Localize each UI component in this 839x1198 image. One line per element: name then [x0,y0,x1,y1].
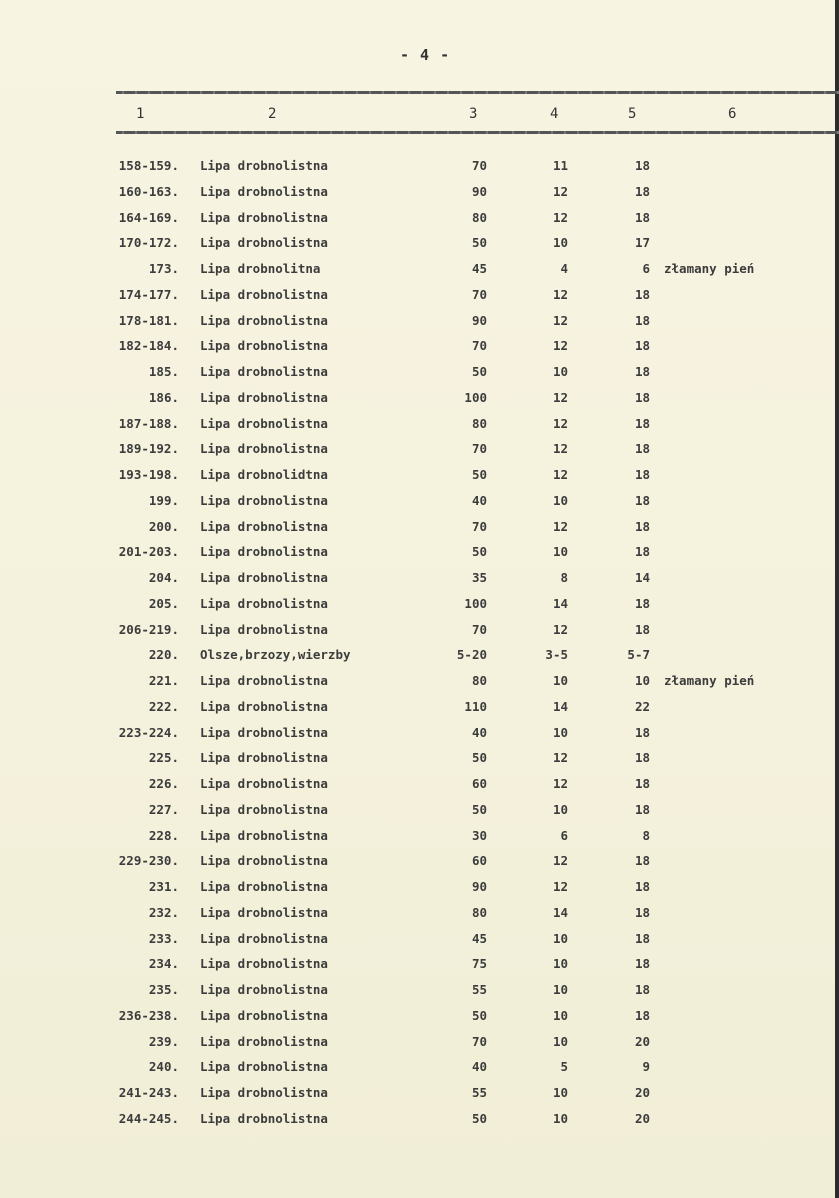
species-name: Lipa drobnolistna [200,801,328,817]
column-3-value: 50 [471,1110,487,1126]
column-4-value: 6 [560,827,568,843]
remark: złamany pień [664,261,755,276]
column-5-value: 18 [634,801,650,817]
column-4-value: 12 [552,776,568,791]
column-5-value: 22 [634,698,650,714]
species-name: Lipa drobnolitna [200,261,321,276]
column-3-value: 100 [464,595,487,611]
remark: złamany pień [664,673,755,688]
column-3-value: 45 [471,261,487,276]
species-name: Lipa drobnolistna [200,930,328,946]
tree-number: 236-238. [118,1007,179,1023]
column-4-value: 12 [552,853,568,869]
column-3-value: 80 [471,673,487,688]
column-5-value: 18 [634,724,650,740]
column-5-value: 18 [634,158,650,173]
column-5-value: 18 [634,982,650,997]
column-4-value: 12 [552,338,568,354]
species-name: Lipa drobnolistna [200,286,328,302]
table-row [0,982,839,1008]
tree-number: 182-184. [118,338,179,354]
table-row [0,441,839,467]
column-4-value: 10 [552,982,568,997]
tree-number: 185. [148,364,179,379]
column-header-6: 6 [728,106,737,122]
column-3-value: 90 [471,312,487,328]
column-5-value: 18 [634,621,650,637]
tree-number: 228. [148,827,179,843]
column-3-value: 70 [471,1033,487,1049]
column-4-value: 12 [552,750,568,766]
column-5-value: 8 [642,827,650,843]
table-row [0,467,839,493]
species-name: Lipa drobnolistna [200,827,328,843]
column-5-value: 18 [634,1007,650,1023]
tree-number: 164-169. [118,209,179,225]
species-name: Lipa drobnolidtna [200,467,328,482]
column-4-value: 14 [552,904,568,920]
tree-number: 189-192. [118,441,179,457]
tree-number: 221. [148,673,179,688]
column-4-value: 10 [552,1085,568,1100]
table-row [0,390,839,416]
column-3-value: 110 [464,698,487,714]
column-5-value: 17 [634,235,650,251]
tree-number: 223-224. [118,724,179,740]
column-3-value: 70 [471,441,487,457]
column-5-value: 18 [634,544,650,560]
species-name: Lipa drobnolistna [200,441,328,457]
table-row [0,1059,839,1085]
column-3-value: 60 [471,853,487,869]
tree-number: 187-188. [118,415,179,431]
species-name: Lipa drobnolistna [200,750,328,766]
page-number: - 4 - [400,46,451,64]
column-5-value: 18 [634,467,650,482]
column-5-value: 18 [634,338,650,354]
column-4-value: 12 [552,415,568,431]
table-row [0,493,839,519]
column-3-value: 50 [471,364,487,379]
column-4-value: 8 [560,570,568,585]
column-4-value: 10 [552,235,568,251]
tree-number: 201-203. [118,544,179,560]
column-4-value: 3-5 [545,647,568,663]
column-5-value: 18 [634,853,650,869]
column-header-1: 1 [136,106,145,122]
column-5-value: 6 [642,261,650,276]
table-row [0,235,839,261]
column-3-value: 80 [471,209,487,225]
species-name: Lipa drobnolistna [200,364,328,379]
column-3-value: 50 [471,467,487,482]
table-row [0,931,839,957]
tree-number: 173. [148,261,179,276]
tree-number: 232. [148,904,179,920]
species-name: Lipa drobnolistna [200,595,328,611]
column-3-value: 70 [471,286,487,302]
column-4-value: 11 [552,158,568,173]
table-row [0,1085,839,1111]
species-name: Olsze,brzozy,wierzby [200,647,351,663]
tree-number: 170-172. [118,235,179,251]
species-name: Lipa drobnolistna [200,209,328,225]
tree-number: 226. [148,776,179,791]
table-row [0,879,839,905]
column-5-value: 14 [634,570,650,585]
column-4-value: 10 [552,1007,568,1023]
table-row [0,853,839,879]
table-row [0,287,839,313]
column-3-value: 55 [471,982,487,997]
tree-number: 244-245. [118,1110,179,1126]
species-name: Lipa drobnolistna [200,982,328,997]
species-name: Lipa drobnolistna [200,338,328,354]
column-3-value: 40 [471,492,487,508]
column-5-value: 18 [634,930,650,946]
table-row [0,364,839,390]
species-name: Lipa drobnolistna [200,235,328,251]
column-3-value: 50 [471,235,487,251]
column-4-value: 10 [552,801,568,817]
tree-number: 205. [148,595,179,611]
tree-number: 193-198. [118,467,179,482]
column-3-value: 40 [471,724,487,740]
tree-number: 229-230. [118,853,179,869]
column-4-value: 5 [560,1059,568,1075]
species-name: Lipa drobnolistna [200,879,328,894]
column-4-value: 10 [552,1110,568,1126]
column-3-value: 75 [471,956,487,972]
table-row [0,750,839,776]
column-header-4: 4 [550,106,559,122]
table-row [0,261,839,287]
column-4-value: 10 [552,492,568,508]
species-name: Lipa drobnolistna [200,518,328,534]
species-name: Lipa drobnolistna [200,956,328,972]
table-row [0,905,839,931]
species-name: Lipa drobnolistna [200,570,328,585]
column-header-3: 3 [469,106,478,122]
column-5-value: 18 [634,750,650,766]
table-row [0,1034,839,1060]
top-rule [116,91,839,94]
species-name: Lipa drobnolistna [200,312,328,328]
column-3-value: 100 [464,389,487,405]
column-5-value: 10 [634,673,650,688]
column-3-value: 45 [471,930,487,946]
column-5-value: 5-7 [627,647,650,663]
column-5-value: 18 [634,209,650,225]
tree-number: 225. [148,750,179,766]
column-4-value: 14 [552,698,568,714]
table-row [0,416,839,442]
column-5-value: 9 [642,1059,650,1075]
species-name: Lipa drobnolistna [200,389,328,405]
tree-number: 231. [148,879,179,894]
column-header-2: 2 [268,106,277,122]
tree-number: 220. [148,647,179,663]
column-3-value: 50 [471,1007,487,1023]
column-5-value: 18 [634,956,650,972]
species-name: Lipa drobnolistna [200,183,328,199]
column-3-value: 70 [471,621,487,637]
column-5-value: 18 [634,776,650,791]
tree-number: 222. [148,698,179,714]
tree-number: 239. [148,1033,179,1049]
column-5-value: 20 [634,1085,650,1100]
species-name: Lipa drobnolistna [200,776,328,791]
table-row [0,338,839,364]
column-5-value: 18 [634,518,650,534]
column-4-value: 12 [552,441,568,457]
table-row [0,544,839,570]
species-name: Lipa drobnolistna [200,724,328,740]
table-row [0,519,839,545]
column-5-value: 18 [634,286,650,302]
species-name: Lipa drobnolistna [200,1033,328,1049]
column-4-value: 10 [552,1033,568,1049]
column-3-value: 50 [471,801,487,817]
column-4-value: 10 [552,930,568,946]
column-4-value: 12 [552,183,568,199]
tree-number: 199. [148,492,179,508]
tree-number: 200. [148,518,179,534]
column-5-value: 18 [634,183,650,199]
column-header-5: 5 [628,106,637,122]
column-4-value: 14 [552,595,568,611]
column-3-value: 5-20 [456,647,487,663]
column-4-value: 12 [552,312,568,328]
column-5-value: 18 [634,879,650,894]
column-4-value: 10 [552,673,568,688]
tree-number: 204. [148,570,179,585]
species-name: Lipa drobnolistna [200,698,328,714]
column-4-value: 12 [552,209,568,225]
column-5-value: 18 [634,415,650,431]
column-5-value: 18 [634,904,650,920]
column-3-value: 80 [471,415,487,431]
column-5-value: 18 [634,364,650,379]
table-row [0,956,839,982]
column-5-value: 18 [634,441,650,457]
table-row [0,184,839,210]
species-name: Lipa drobnolistna [200,1007,328,1023]
header-rule [116,131,839,134]
tree-number: 241-243. [118,1085,179,1100]
tree-number: 160-163. [118,183,179,199]
table-row [0,210,839,236]
column-3-value: 60 [471,776,487,791]
column-4-value: 10 [552,364,568,379]
table-row [0,673,839,699]
column-4-value: 12 [552,879,568,894]
species-name: Lipa drobnolistna [200,415,328,431]
species-name: Lipa drobnolistna [200,1110,328,1126]
column-3-value: 30 [471,827,487,843]
tree-number: 235. [148,982,179,997]
column-3-value: 90 [471,879,487,894]
species-name: Lipa drobnolistna [200,673,328,688]
column-3-value: 55 [471,1085,487,1100]
column-4-value: 12 [552,518,568,534]
species-name: Lipa drobnolistna [200,853,328,869]
column-3-value: 50 [471,750,487,766]
species-name: Lipa drobnolistna [200,1059,328,1075]
table-row [0,802,839,828]
column-4-value: 10 [552,956,568,972]
tree-number: 186. [148,389,179,405]
species-name: Lipa drobnolistna [200,904,328,920]
tree-number: 174-177. [118,286,179,302]
column-3-value: 80 [471,904,487,920]
column-5-value: 18 [634,492,650,508]
tree-number: 158-159. [118,158,179,173]
column-5-value: 18 [634,595,650,611]
tree-number: 227. [148,801,179,817]
table-row [0,570,839,596]
species-name: Lipa drobnolistna [200,544,328,560]
column-3-value: 35 [471,570,487,585]
tree-number: 206-219. [118,621,179,637]
column-4-value: 12 [552,621,568,637]
species-name: Lipa drobnolistna [200,1085,328,1100]
column-3-value: 70 [471,338,487,354]
column-3-value: 70 [471,518,487,534]
table-row [0,725,839,751]
column-4-value: 4 [560,261,568,276]
tree-number: 234. [148,956,179,972]
column-3-value: 40 [471,1059,487,1075]
column-4-value: 10 [552,544,568,560]
column-5-value: 18 [634,312,650,328]
table-row [0,647,839,673]
table-row [0,313,839,339]
column-3-value: 90 [471,183,487,199]
column-4-value: 12 [552,286,568,302]
table-row [0,699,839,725]
table-row [0,1008,839,1034]
species-name: Lipa drobnolistna [200,621,328,637]
column-4-value: 12 [552,467,568,482]
column-5-value: 20 [634,1110,650,1126]
table-row [0,158,839,184]
tree-number: 240. [148,1059,179,1075]
table-row [0,828,839,854]
tree-number: 178-181. [118,312,179,328]
tree-number: 233. [148,930,179,946]
column-4-value: 12 [552,389,568,405]
table-row [0,776,839,802]
species-name: Lipa drobnolistna [200,158,328,173]
species-name: Lipa drobnolistna [200,492,328,508]
column-5-value: 18 [634,389,650,405]
column-5-value: 20 [634,1033,650,1049]
table-row [0,622,839,648]
table-row [0,596,839,622]
table-row [0,1111,839,1137]
column-3-value: 70 [471,158,487,173]
column-3-value: 50 [471,544,487,560]
column-4-value: 10 [552,724,568,740]
